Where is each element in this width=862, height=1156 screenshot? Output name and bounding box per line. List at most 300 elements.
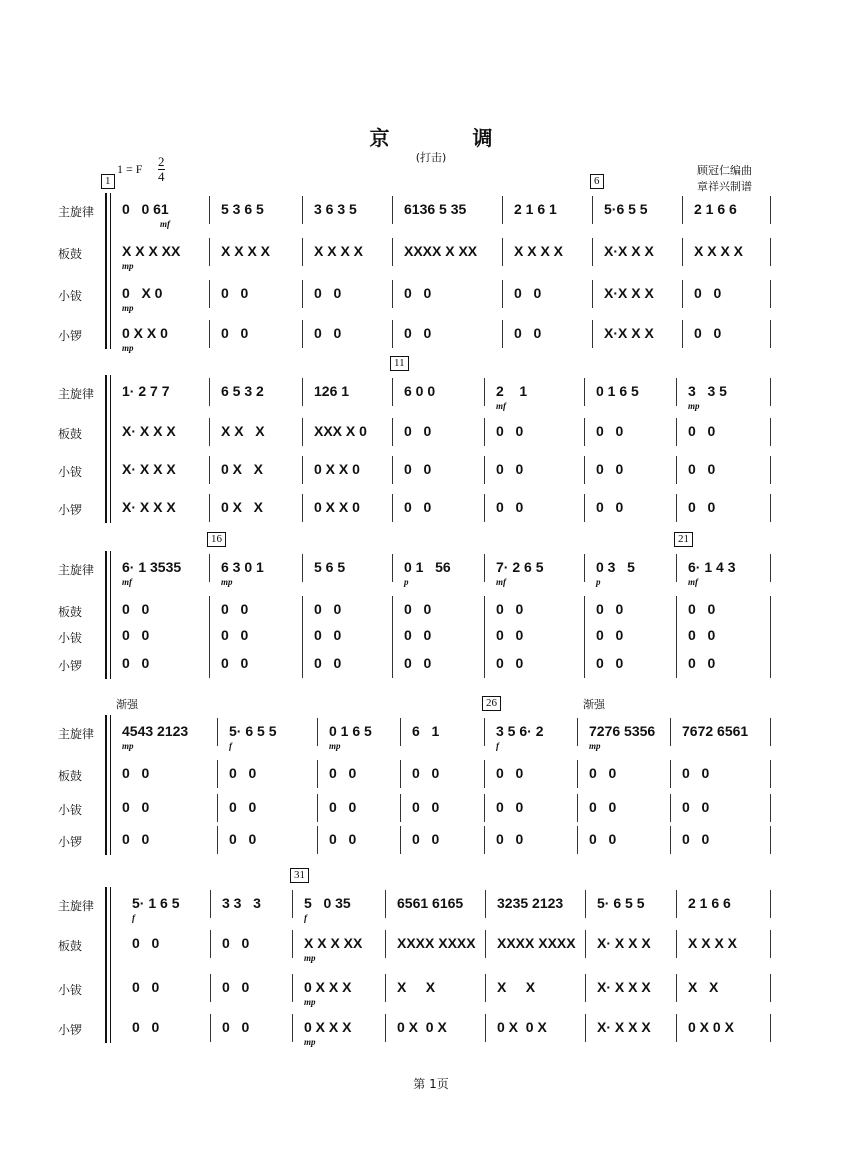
bar-line [584,418,585,446]
system-brace [105,715,111,855]
measure-notes: 0 0 [229,765,257,781]
bar-line [770,760,771,788]
measure-notes: 0 0 [514,285,542,301]
bar-line [317,760,318,788]
measure-notes: 0 0 [404,499,432,515]
measure-notes: 0 0 [122,601,150,617]
bar-line [584,596,585,624]
measure-notes: 0 X X 0 [314,499,360,515]
bar-line [584,554,585,582]
measure-notes: 2 1 [496,383,528,399]
bar-line [770,794,771,822]
measure-notes: X·X X X [604,325,654,341]
dynamic-marking: p [404,577,409,587]
rehearsal-mark: 1 [101,174,115,189]
measure-notes: 0 0 [314,627,342,643]
measure-notes: 0 0 [314,285,342,301]
measure-notes: X X [688,979,719,995]
instrument-label: 主旋律 [58,899,95,913]
dynamic-marking: mp [688,401,700,411]
bar-line [676,650,677,678]
instrument-label: 板鼓 [58,605,83,619]
measure-notes: 0 0 61 [122,201,169,217]
rehearsal-mark: 6 [590,174,604,189]
bar-line [670,718,671,746]
bar-line [302,378,303,406]
instrument-label: 主旋律 [58,205,95,219]
bar-line [502,320,503,348]
bar-line [210,890,211,918]
instrument-label: 板鼓 [58,427,83,441]
measure-notes: 0 0 [694,285,722,301]
measure-notes: 0 0 [229,799,257,815]
bar-line [302,494,303,522]
bar-line [210,1014,211,1042]
dynamic-marking: mp [221,577,233,587]
dynamic-marking: mp [304,997,316,1007]
system-brace [105,375,111,523]
bar-line [210,974,211,1002]
bar-line [392,238,393,266]
instrument-label: 小钹 [58,983,83,997]
measure-notes: XXXX X XX [404,243,478,259]
bar-line [676,930,677,958]
bar-line [676,1014,677,1042]
measure-notes: 0 0 [496,831,524,847]
measure-notes: X· X X X [122,461,176,477]
bar-line [210,930,211,958]
measure-notes: 5· 1 6 5 [132,895,180,911]
measure-notes: 0 X 0 X [397,1019,447,1035]
score-subtitle: (打击) [415,151,447,164]
instrument-label: 板鼓 [58,769,83,783]
instrument-label: 主旋律 [58,387,95,401]
measure-notes: 6 3 0 1 [221,559,264,575]
bar-line [484,418,485,446]
time-signature [158,155,165,184]
bar-line [209,320,210,348]
measure-notes: 0 0 [514,325,542,341]
measure-notes: 0 0 [122,831,150,847]
bar-line [770,494,771,522]
bar-line [584,622,585,650]
bar-line [770,196,771,224]
dynamic-marking: mf [496,577,506,587]
measure-notes: 0 0 [589,799,617,815]
bar-line [302,554,303,582]
bar-line [302,650,303,678]
instrument-label: 板鼓 [58,939,83,953]
dynamic-marking: mp [122,741,134,751]
measure-notes: 3 6 3 5 [314,201,357,217]
bar-line [392,596,393,624]
bar-line [292,974,293,1002]
measure-notes: 0 1 6 5 [329,723,372,739]
bar-line [484,622,485,650]
bar-line [770,238,771,266]
measure-notes: 0 1 56 [404,559,451,575]
time-signature-bottom: 4 [158,169,165,184]
measure-notes: X·X X X [604,243,654,259]
measure-notes: X X X X [694,243,744,259]
bar-line [317,718,318,746]
bar-line [485,974,486,1002]
measure-notes: 0 0 [404,627,432,643]
bar-line [292,930,293,958]
measure-notes: 6561 6165 [397,895,464,911]
dynamic-marking: mp [589,741,601,751]
measure-notes: 0 X 0 X [497,1019,547,1035]
composer-credit: 顾冠仁编曲 [697,164,752,177]
instrument-label: 小钹 [58,465,83,479]
bar-line [209,196,210,224]
bar-line [217,760,218,788]
measure-notes: 0 0 [329,831,357,847]
measure-notes: X X X [221,423,265,439]
bar-line [770,930,771,958]
measure-notes: 3 3 5 [688,383,727,399]
bar-line [302,196,303,224]
dynamic-marking: f [496,741,499,751]
bar-line [770,650,771,678]
bar-line [400,718,401,746]
measure-notes: 0 0 [596,499,624,515]
bar-line [302,280,303,308]
bar-line [592,238,593,266]
measure-notes: 2 1 6 6 [694,201,737,217]
instrument-label: 小锣 [58,659,83,673]
instrument-label: 小锣 [58,503,83,517]
bar-line [676,596,677,624]
measure-notes: 2 1 6 1 [514,201,557,217]
measure-notes: 0 0 [222,1019,250,1035]
bar-line [770,596,771,624]
bar-line [502,238,503,266]
bar-line [682,280,683,308]
measure-notes: 0 0 [496,765,524,781]
measure-notes: 0 0 [688,461,716,477]
measure-notes: 0 3 5 [596,559,635,575]
measure-notes: 0 0 [221,285,249,301]
measure-notes: 0 0 [132,979,160,995]
measure-notes: X X X X [688,935,738,951]
bar-line [592,196,593,224]
measure-notes: 0 0 [132,935,160,951]
bar-line [209,456,210,484]
instrument-label: 小钹 [58,289,83,303]
bar-line [592,320,593,348]
bar-line [502,280,503,308]
measure-notes: XXXX XXXX [397,935,476,951]
measure-notes: 0 0 [404,325,432,341]
bar-line [217,718,218,746]
bar-line [484,718,485,746]
bar-line [577,794,578,822]
bar-line [584,378,585,406]
bar-line [770,890,771,918]
system-brace [105,887,111,1043]
measure-notes: 0 0 [496,627,524,643]
measure-notes: 0 0 [314,325,342,341]
dynamic-marking: f [229,741,232,751]
measure-notes: 0 0 [329,765,357,781]
measure-notes: 0 0 [412,831,440,847]
bar-line [484,554,485,582]
measure-notes: 0 0 [229,831,257,847]
bar-line [676,974,677,1002]
measure-notes: 0 0 [496,423,524,439]
bar-line [317,794,318,822]
bar-line [682,320,683,348]
measure-notes: 0 0 [596,461,624,477]
bar-line [485,890,486,918]
bar-line [585,1014,586,1042]
measure-notes: X X X X [514,243,564,259]
measure-notes: 6 1 [412,723,440,739]
measure-notes: 4543 2123 [122,723,189,739]
bar-line [676,494,677,522]
measure-notes: 0 0 [122,627,150,643]
bar-line [585,930,586,958]
dynamic-marking: mp [122,303,134,313]
bar-line [682,196,683,224]
measure-notes: 0 0 [314,655,342,671]
bar-line [484,378,485,406]
measure-notes: X· X X X [597,1019,651,1035]
measure-notes: X X X X [221,243,271,259]
bar-line [484,650,485,678]
measure-notes: 0 0 [688,627,716,643]
bar-line [400,794,401,822]
bar-line [484,760,485,788]
bar-line [676,554,677,582]
dynamic-marking: p [596,577,601,587]
bar-line [385,974,386,1002]
bar-line [392,280,393,308]
bar-line [577,760,578,788]
measure-notes: 0 0 [122,799,150,815]
engraver-credit: 章祥兴制谱 [697,180,752,193]
measure-notes: 5 0 35 [304,895,351,911]
bar-line [392,650,393,678]
score-credits [697,163,752,195]
instrument-label: 板鼓 [58,247,83,261]
bar-line [770,456,771,484]
measure-notes: 0 0 [688,601,716,617]
measure-notes: 0 0 [682,831,710,847]
score-title: 京 调 [369,126,531,150]
measure-notes: 0 0 [682,799,710,815]
page-footer: 第 1页 [413,1077,449,1091]
bar-line [317,826,318,854]
rehearsal-mark: 16 [207,532,226,547]
measure-notes: 0 0 [496,499,524,515]
bar-line [392,196,393,224]
measure-notes: 0 0 [589,765,617,781]
bar-line [484,826,485,854]
measure-notes: 0 X X 0 [122,325,168,341]
bar-line [392,378,393,406]
bar-line [385,1014,386,1042]
dynamic-marking: mp [122,343,134,353]
measure-notes: 0 0 [688,655,716,671]
bar-line [209,418,210,446]
instrument-label: 小锣 [58,329,83,343]
measure-notes: 0 0 [682,765,710,781]
bar-line [770,974,771,1002]
bar-line [676,378,677,406]
bar-line [400,826,401,854]
measure-notes: 0 0 [688,499,716,515]
bar-line [584,650,585,678]
bar-line [302,622,303,650]
bar-line [485,930,486,958]
measure-notes: 0 X X [221,499,264,515]
bar-line [484,794,485,822]
bar-line [209,650,210,678]
time-signature-top: 2 [158,154,165,169]
measure-notes: X X X X [314,243,364,259]
measure-notes: 0 0 [496,601,524,617]
measure-notes: X· X X X [122,423,176,439]
bar-line [585,974,586,1002]
measure-notes: 0 0 [404,601,432,617]
rehearsal-mark: 31 [290,868,309,883]
measure-notes: X·X X X [604,285,654,301]
measure-notes: 7276 5356 [589,723,656,739]
measure-notes: 0 0 [596,423,624,439]
bar-line [584,494,585,522]
bar-line [770,1014,771,1042]
tempo-marking [117,154,165,184]
measure-notes: 0 0 [412,765,440,781]
key-signature: 1 = F [117,162,143,176]
measure-notes: 0 0 [589,831,617,847]
measure-notes: 0 0 [404,655,432,671]
bar-line [209,494,210,522]
bar-line [209,622,210,650]
bar-line [209,280,210,308]
bar-line [392,418,393,446]
bar-line [577,718,578,746]
bar-line [385,890,386,918]
measure-notes: 0 0 [688,423,716,439]
bar-line [592,280,593,308]
measure-notes: 5 6 5 [314,559,346,575]
measure-notes: 5· 6 5 5 [597,895,645,911]
bar-line [484,596,485,624]
measure-notes: 0 X X X [304,979,352,995]
bar-line [676,622,677,650]
bar-line [670,760,671,788]
bar-line [676,890,677,918]
measure-notes: X X X XX [122,243,181,259]
measure-notes: 0 0 [221,325,249,341]
bar-line [770,280,771,308]
bar-line [392,554,393,582]
dynamic-marking: mf [688,577,698,587]
dynamic-marking: mf [122,577,132,587]
measure-notes: 0 0 [122,655,150,671]
measure-notes: 6 5 3 2 [221,383,264,399]
measure-notes: 5 3 6 5 [221,201,264,217]
measure-notes: 3235 2123 [497,895,564,911]
measure-notes: X X [397,979,436,995]
measure-notes: 0 0 [404,461,432,477]
instrument-label: 主旋律 [58,563,95,577]
measure-notes: 0 0 [314,601,342,617]
bar-line [209,554,210,582]
bar-line [577,826,578,854]
measure-notes: X· X X X [122,499,176,515]
bar-line [400,760,401,788]
bar-line [392,494,393,522]
measure-notes: 0 0 [496,461,524,477]
dynamic-marking: f [132,913,135,923]
dynamic-marking: mp [304,953,316,963]
dynamic-marking: mf [160,219,170,229]
dynamic-marking: f [304,913,307,923]
bar-line [770,320,771,348]
bar-line [676,456,677,484]
expression-mark: 渐强 [583,698,605,711]
bar-line [682,238,683,266]
bar-line [385,930,386,958]
dynamic-marking: mp [304,1037,316,1047]
measure-notes: 0 0 [596,655,624,671]
measure-notes: 6· 1 3535 [122,559,182,575]
bar-line [209,596,210,624]
instrument-label: 小锣 [58,1023,83,1037]
measure-notes: 0 0 [132,1019,160,1035]
instrument-label: 主旋律 [58,727,95,741]
measure-notes: 7672 6561 [682,723,749,739]
rehearsal-mark: 11 [390,356,409,371]
measure-notes: 0 0 [222,935,250,951]
measure-notes: 6136 5 35 [404,201,467,217]
bar-line [217,826,218,854]
measure-notes: 0 X X [221,461,264,477]
system-brace [105,551,111,679]
measure-notes: 5·6 5 5 [604,201,648,217]
measure-notes: 0 0 [596,627,624,643]
measure-notes: 0 0 [404,285,432,301]
measure-notes: 0 1 6 5 [596,383,639,399]
measure-notes: 3 5 6· 2 [496,723,544,739]
system-brace [105,193,111,349]
measure-notes: 6 0 0 [404,383,436,399]
bar-line [676,418,677,446]
bar-line [670,826,671,854]
bar-line [292,1014,293,1042]
measure-notes: 0 0 [222,979,250,995]
measure-notes: 5· 6 5 5 [229,723,277,739]
bar-line [302,418,303,446]
bar-line [584,456,585,484]
instrument-label: 小锣 [58,835,83,849]
bar-line [292,890,293,918]
dynamic-marking: mf [496,401,506,411]
dynamic-marking: mp [329,741,341,751]
measure-notes: X X X XX [304,935,363,951]
measure-notes: 0 0 [412,799,440,815]
bar-line [217,794,218,822]
bar-line [670,794,671,822]
rehearsal-mark: 26 [482,696,501,711]
measure-notes: XXXX XXXX [497,935,576,951]
bar-line [302,596,303,624]
instrument-label: 小钹 [58,803,83,817]
